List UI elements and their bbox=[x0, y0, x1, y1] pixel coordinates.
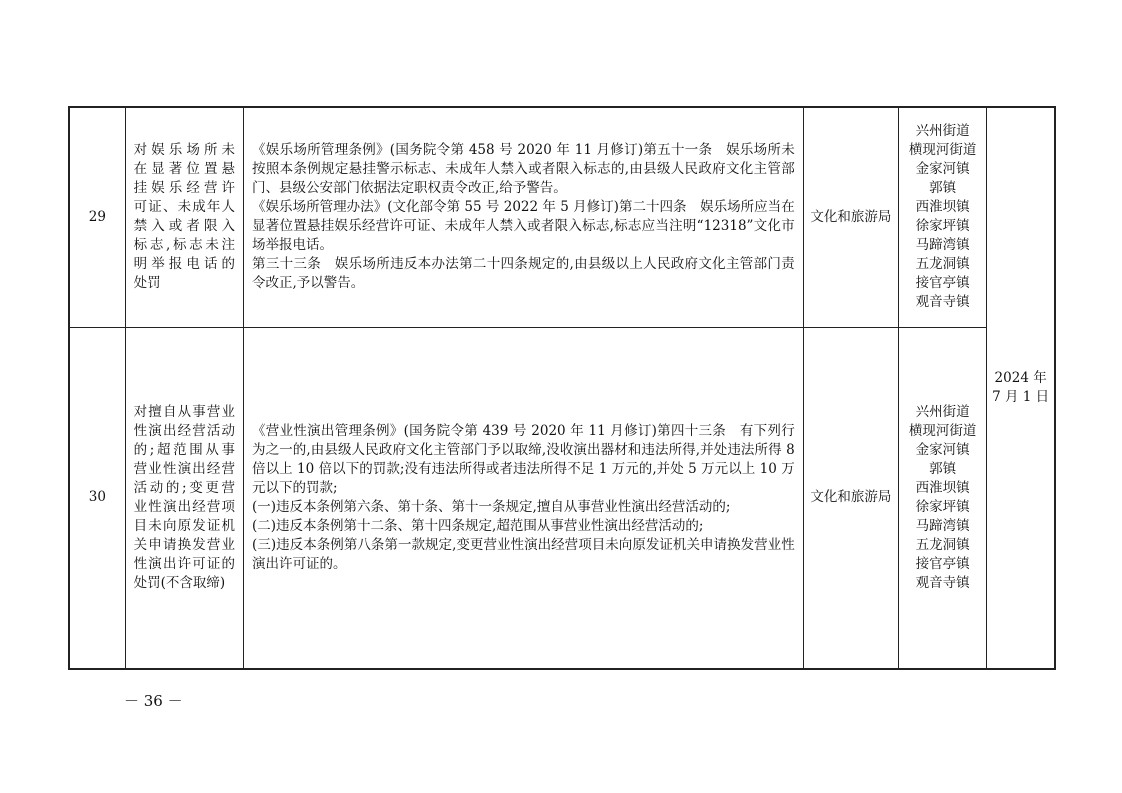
item-line: 对娱乐场所未 bbox=[133, 142, 236, 159]
area-item: 徐家坪镇 bbox=[915, 498, 970, 515]
area-item: 西淮坝镇 bbox=[915, 199, 970, 216]
item-line: 性演出经营活动 bbox=[133, 422, 236, 439]
date-line: 2024 年 bbox=[994, 370, 1047, 386]
basis-paragraph: 《娱乐场所管理条例》(国务院令第 458 号 2020 年 11 月修订)第五十一条 娱乐场所未按照本条例规定悬挂警示标志、未成年人禁入或者限入标志的,由县级人民政府文化主管部门、县级公安部门依据法定职权责令改正,给予警告。 bbox=[252, 142, 795, 197]
area-item: 五龙洞镇 bbox=[915, 536, 970, 553]
area-item: 横现河街道 bbox=[908, 422, 977, 439]
item-line: 活动的;变更营 bbox=[133, 479, 236, 496]
area-item: 马蹄湾镇 bbox=[915, 517, 970, 534]
basis-paragraph: (二)违反本条例第十二条、第十四条规定,超范围从事营业性演出经营活动的; bbox=[252, 517, 704, 534]
area-item: 接官亭镇 bbox=[915, 555, 970, 572]
item-line: 在显著位置悬 bbox=[133, 161, 236, 178]
item-line: 的;超范围从事 bbox=[133, 441, 236, 458]
basis-paragraph: (三)违反本条例第八条第一款规定,变更营业性演出经营项目未向原发证机关申请换发营业性演出许可证的。 bbox=[252, 536, 795, 572]
effective-date bbox=[987, 107, 1055, 669]
item-line: 标志,标志未注 bbox=[133, 237, 236, 254]
row-number: 29 bbox=[69, 107, 125, 327]
item-line: 禁入或者限入 bbox=[133, 218, 236, 235]
item-line: 处罚 bbox=[133, 275, 161, 292]
item-line: 性演出许可证的 bbox=[133, 555, 236, 572]
item-line: 目未向原发证机 bbox=[133, 517, 236, 534]
penalty-item bbox=[125, 327, 243, 669]
area-list bbox=[898, 107, 986, 327]
item-line: 业性演出经营项 bbox=[133, 498, 236, 515]
area-item: 徐家坪镇 bbox=[915, 218, 970, 235]
area-list bbox=[898, 327, 986, 669]
area-item: 金家河镇 bbox=[915, 161, 970, 178]
area-item: 五龙洞镇 bbox=[915, 256, 970, 273]
item-line: 对擅自从事营业 bbox=[133, 403, 236, 420]
row-number: 30 bbox=[69, 327, 125, 669]
legal-basis bbox=[244, 107, 804, 327]
area-item: 接官亭镇 bbox=[915, 275, 970, 292]
penalty-item bbox=[125, 107, 243, 327]
department: 文化和旅游局 bbox=[803, 327, 898, 669]
item-line: 明举报电话的 bbox=[133, 256, 236, 273]
basis-paragraph: 《娱乐场所管理办法》(文化部令第 55 号 2022 年 5 月修订)第二十四条 娱乐场所应当在显著位置悬挂娱乐经营许可证、未成年人禁入或者限入标志,标志应当注明“12318”文化市场举报电话。 bbox=[252, 199, 795, 254]
basis-paragraph: (一)违反本条例第六条、第十条、第十一条规定,擅自从事营业性演出经营活动的; bbox=[252, 498, 731, 515]
area-item: 郭镇 bbox=[929, 460, 957, 477]
page-number: － 36 － bbox=[124, 692, 183, 710]
area-item: 兴州街道 bbox=[915, 123, 970, 140]
department: 文化和旅游局 bbox=[803, 107, 898, 327]
area-item: 马蹄湾镇 bbox=[915, 237, 970, 254]
area-item: 西淮坝镇 bbox=[915, 479, 970, 496]
area-item: 横现河街道 bbox=[908, 142, 977, 159]
legal-basis bbox=[244, 327, 804, 669]
item-line: 可证、未成年人 bbox=[133, 199, 236, 216]
table-row bbox=[69, 327, 1055, 669]
item-line: 挂娱乐经营许 bbox=[133, 180, 236, 197]
area-item: 金家河镇 bbox=[915, 441, 970, 458]
item-line: 营业性演出经营 bbox=[133, 460, 236, 477]
area-item: 郭镇 bbox=[929, 180, 957, 197]
item-line: 处罚(不含取缔) bbox=[133, 574, 226, 591]
area-item: 观音寺镇 bbox=[915, 294, 970, 311]
table-row bbox=[69, 107, 1055, 327]
item-line: 关申请换发营业 bbox=[133, 536, 236, 553]
basis-paragraph: 第三十三条 娱乐场所违反本办法第二十四条规定的,由县级以上人民政府文化主管部门责令改正,予以警告。 bbox=[252, 256, 795, 292]
area-item: 观音寺镇 bbox=[915, 574, 970, 591]
area-item: 兴州街道 bbox=[915, 403, 970, 420]
date-line: 7 月 1 日 bbox=[992, 389, 1050, 405]
basis-paragraph: 《营业性演出管理条例》(国务院令第 439 号 2020 年 11 月修订)第四十三条 有下列行为之一的,由县级人民政府文化主管部门予以取缔,没收演出器材和违法所得,并处违法所得 8 倍以上 10 倍以下的罚款;没有违法所得或者违法所得不足 1 万元的,并处 5 万元以上 10 万元以下的罚款; bbox=[252, 422, 795, 496]
penalty-table bbox=[68, 106, 1056, 670]
